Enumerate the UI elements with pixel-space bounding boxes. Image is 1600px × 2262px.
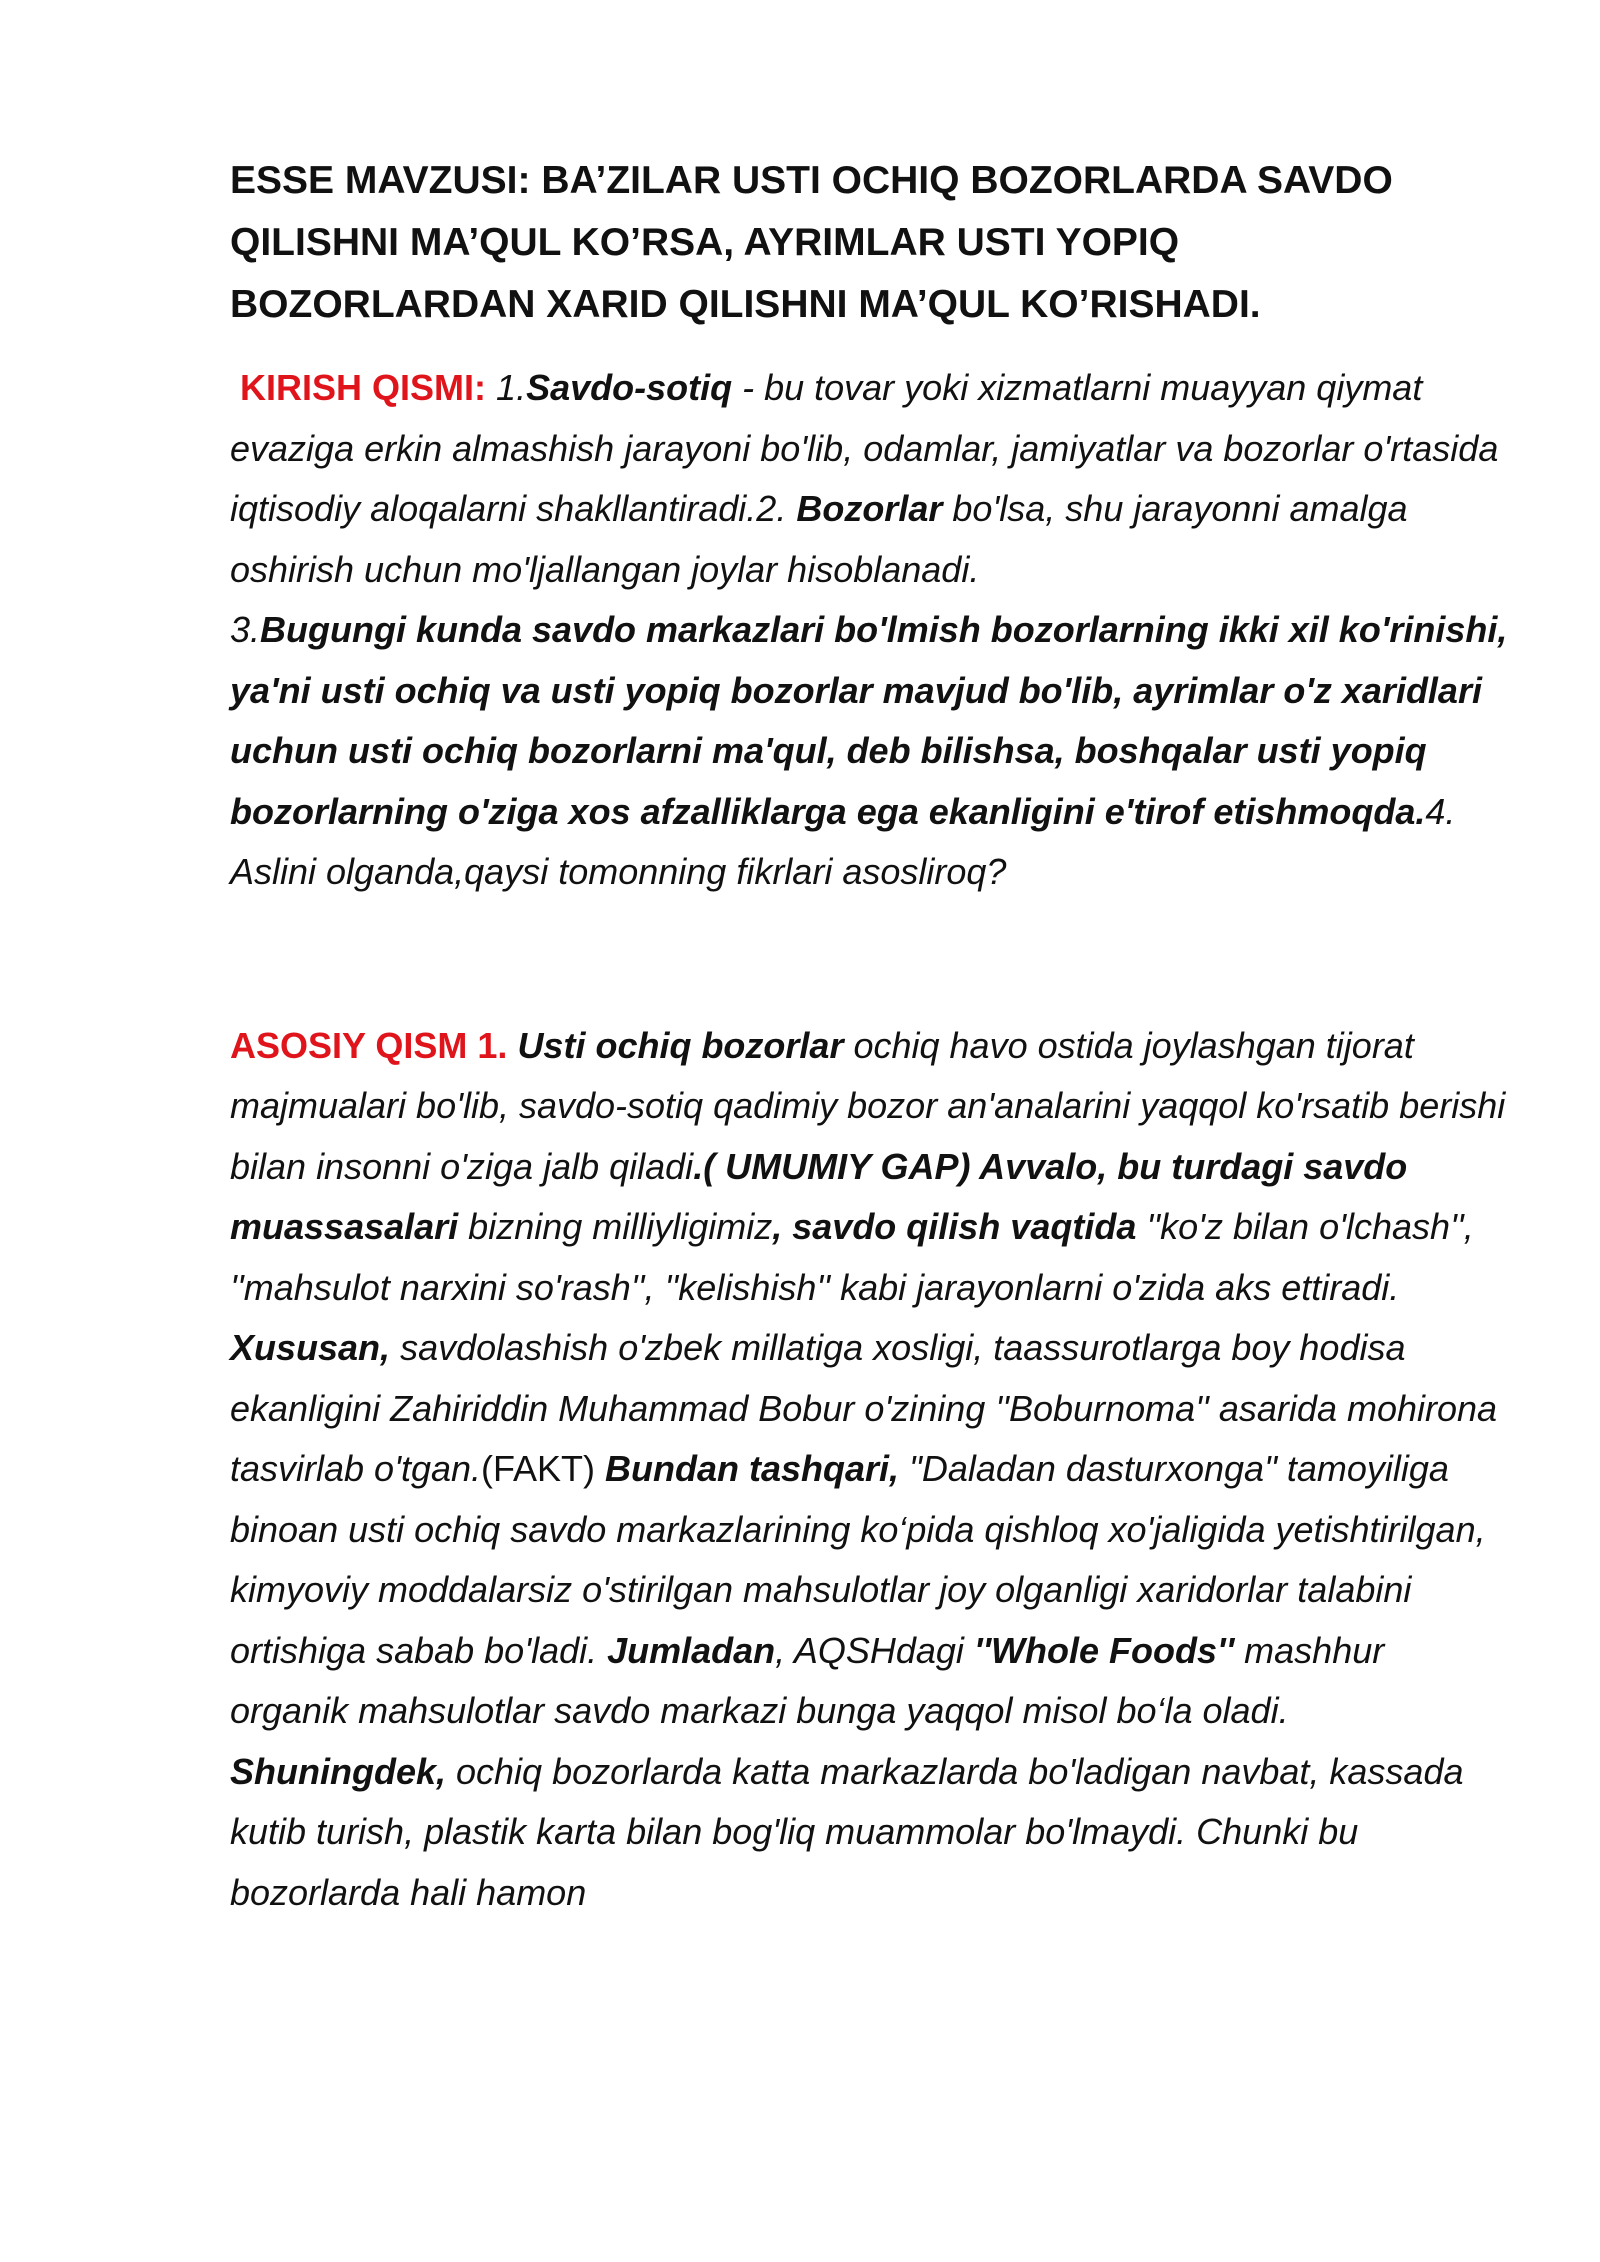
body-text: savdolashish o'zbek millatiga xosligi, taassurotlarga boy hodisa ekanligini Zahiriddin Muhammad Bobur o'zining ''Boburnoma'' asarida mohirona tasvirlab o'tgan.	[230, 1327, 1498, 1489]
body-text: mashhur organik mahsulotlar savdo markazi bunga yaqqol misol bo‘la oladi.	[230, 1629, 1385, 1731]
bold-phrase: Shuningdek,	[230, 1750, 446, 1792]
title-line: QILISHNI MA’QUL KO’RSA, AYRIMLAR USTI YOPIQ	[230, 221, 1180, 264]
bold-phrase: .( UMUMIY GAP) Avvalo, bu turdagi savdo muassasalari	[230, 1145, 1408, 1247]
document-content	[230, 150, 1510, 1923]
bold-term: Usti ochiq bozorlar	[517, 1024, 844, 1066]
bold-term: Bozorlar	[796, 488, 943, 529]
main-body-heading: ASOSIY QISM 1.	[230, 1024, 508, 1066]
sentence-number: 1.	[496, 367, 527, 408]
bold-phrase: Jumladan	[607, 1629, 776, 1671]
bold-term: Savdo-sotiq	[526, 367, 733, 408]
bold-phrase: Xususan,	[230, 1327, 391, 1368]
bold-phrase: ''Whole Foods''	[973, 1629, 1235, 1671]
introduction-heading: KIRISH QISMI:	[240, 367, 487, 408]
body-text: - bu tovar yoki xizmatlarni muayyan qiymat evaziga erkin almashish jarayoni bo'lib, odamlar, jamiyatlar va bozorlar o'rtasida iqtisodiy aloqalarni shakllantiradi.	[230, 367, 1499, 529]
title-line: ESSE MAVZUSI: BA’ZILAR USTI OCHIQ BOZORLARDA SAVDO	[230, 159, 1393, 202]
main-body-paragraph	[230, 1016, 1510, 1924]
fact-tag: (FAKT)	[481, 1448, 606, 1489]
essay-title	[230, 150, 1510, 336]
body-text: 4. Aslini olganda,qaysi tomonning fikrlari asosliroq?	[230, 790, 1456, 892]
title-line: BOZORLARDAN XARID QILISHNI MA’QUL KO’RISHADI.	[230, 283, 1261, 326]
bold-phrase: , savdo qilish vaqtida	[772, 1206, 1137, 1247]
sentence-number: 3.	[230, 609, 261, 650]
bold-phrase: Bundan tashqari,	[605, 1448, 900, 1489]
body-text: bizning milliyligimiz	[458, 1206, 773, 1247]
sentence-number: 2.	[756, 488, 797, 529]
body-text: , AQSHdagi	[775, 1629, 974, 1671]
introduction-paragraph	[230, 358, 1510, 903]
body-text: ochiq bozorlarda katta markazlarda bo'ladigan navbat, kassada kutib turish, plastik karta bilan bog'liq muammolar bo'lmaydi. Chunki bu bozorlarda hali hamon	[230, 1750, 1464, 1913]
body-text: "Daladan dasturxonga" tamoyiliga binoan usti ochiq savdo markazlarining ko‘pida qishloq xo'jaligida yetishtirilgan, kimyoviy moddalarsiz o'stirilgan mahsulotlar joy olganligi xaridorlar talabini ortishiga sabab bo'ladi.	[230, 1448, 1486, 1671]
body-text: ''ko'z bilan o'lchash'', ''mahsulot narxini so'rash'', ''kelishish'' kabi jarayonlarni o'zida aks ettiradi.	[230, 1206, 1474, 1308]
body-text: bo'lsa, shu jarayonni amalga oshirish uchun mo'ljallangan joylar hisoblanadi.	[230, 488, 1408, 590]
bold-thesis: Bugungi kunda savdo markazlari bo'lmish bozorlarning ikki xil ko'rinishi, ya'ni usti ochiq va usti yopiq bozorlar mavjud bo'lib, ayrimlar o'z xaridlari uchun usti ochiq bozorlarni ma'qul, deb bilishsa, boshqalar usti yopiq bozorlarning o'ziga xos afzalliklarga ega ekanligini e'tirof etishmoqda.	[230, 609, 1508, 832]
body-text: ochiq havo ostida joylashgan tijorat majmualari bo'lib, savdo-sotiq qadimiy bozor an'analarini yaqqol ko'rsatib berishi bilan insonni o'ziga jalb qiladi	[230, 1024, 1506, 1187]
